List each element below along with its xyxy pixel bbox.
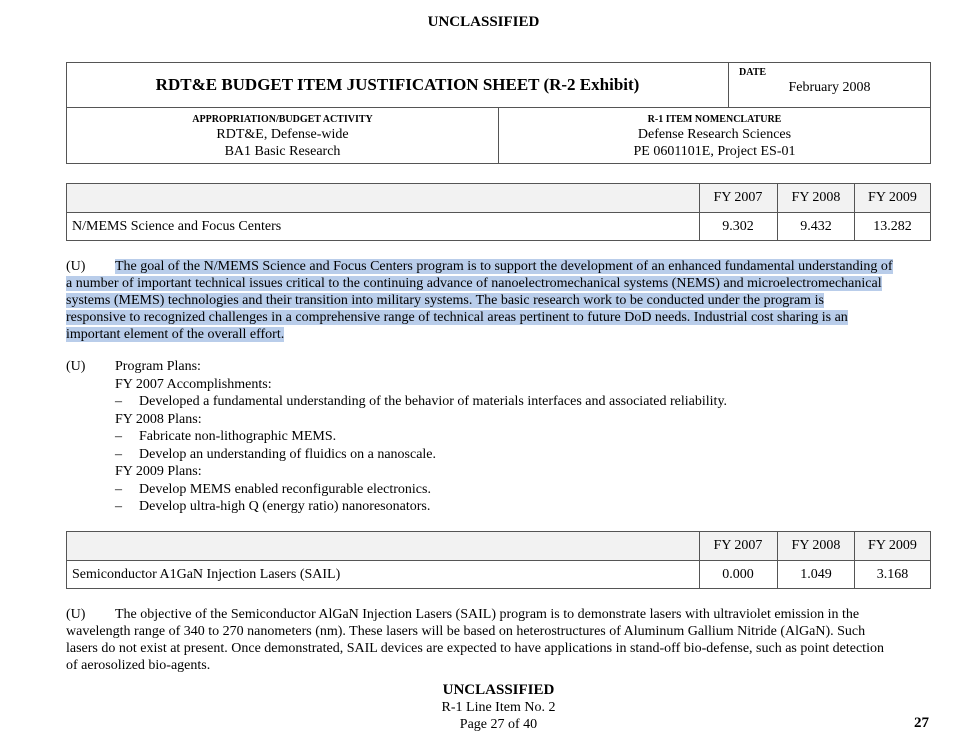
funding-table-sail (66, 531, 931, 589)
fy2009-value: 13.282 (873, 219, 912, 234)
date-value: February 2008 (788, 80, 871, 95)
fy2007-header: FY 2007 (713, 190, 763, 205)
page-number: 27 (914, 715, 929, 731)
line-item: R-1 Line Item No. 2 (441, 700, 556, 715)
appropriation-label: APPROPRIATION/BUDGET ACTIVITY (192, 114, 373, 125)
unclassified-marker: (U) (66, 359, 86, 374)
plans-item: – Develop MEMS enabled reconfigurable electronics. (115, 481, 431, 497)
fy2008-column (777, 184, 854, 240)
date-cell (729, 63, 930, 108)
fy2009-column (854, 532, 930, 588)
fy2009-column (854, 184, 930, 240)
plans-item: – Fabricate non-lithographic MEMS. (115, 429, 337, 444)
description-line[interactable]: responsive to recognized challenges in a comprehensive range of technical areas pertinent to future DoD needs. Industrial cost sharing is an (66, 310, 848, 325)
unclassified-marker: (U) (66, 607, 86, 622)
program-name: N/MEMS Science and Focus Centers (72, 219, 282, 234)
fy2007-value: 0.000 (722, 567, 754, 582)
fy2008-header: FY 2008 (791, 538, 841, 553)
sail-description (66, 606, 936, 674)
sheet-title: RDT&E BUDGET ITEM JUSTIFICATION SHEET (R-2 Exhibit) (67, 63, 729, 108)
description-line: wavelength range of 340 to 270 nanometers (nm). These lasers will be based on heterostructures of Aluminum Gallium Nitride (AlGaN). Such (66, 624, 866, 639)
description-line[interactable]: systems (MEMS) technologies and their transition into military systems. The basic research work to be conducted under the program is (66, 293, 824, 308)
appropriation-cell (67, 108, 499, 163)
plans-item: – Develop an understanding of fluidics on a nanoscale. (115, 446, 437, 462)
nmems-description (66, 258, 936, 343)
plans-item: – Developed a fundamental understanding of the behavior of materials interfaces and associated reliability. (115, 394, 728, 409)
nomenclature-line1: Defense Research Sciences (637, 127, 792, 142)
nomenclature-cell (499, 108, 930, 163)
header-box (66, 62, 931, 164)
page-indicator: Page 27 of 40 (459, 717, 538, 732)
appropriation-line2: BA1 Basic Research (224, 144, 341, 159)
classification-bottom: UNCLASSIFIED (442, 682, 555, 698)
description-line: of aerosolized bio-agents. (66, 658, 211, 673)
plans-heading: FY 2008 Plans: (115, 411, 202, 427)
description-line[interactable]: The goal of the N/MEMS Science and Focus Centers program is to support the development of an enhanced fundamental understanding of (115, 259, 893, 274)
plans-heading: FY 2009 Plans: (115, 464, 202, 479)
fy2008-header: FY 2008 (791, 190, 841, 205)
description-line[interactable]: a number of important technical issues critical to the continuing advance of nanoelectromechanical systems (NEMS) and microelectromechanical (66, 276, 882, 291)
fy2008-column (777, 532, 854, 588)
classification-top: UNCLASSIFIED (427, 14, 540, 30)
fy2007-header: FY 2007 (713, 538, 763, 553)
funding-table-nmems (66, 183, 931, 241)
description-line[interactable]: important element of the overall effort. (66, 327, 285, 342)
fy2008-value: 1.049 (800, 567, 832, 582)
program-name: Semiconductor A1GaN Injection Lasers (SAIL) (72, 567, 341, 582)
date-label: DATE (739, 67, 767, 78)
fy2008-value: 9.432 (800, 219, 832, 234)
plans-title: Program Plans: (115, 359, 201, 374)
fy2009-header: FY 2009 (868, 190, 917, 205)
fy2009-value: 3.168 (876, 567, 909, 582)
fy2007-column (699, 184, 777, 240)
nomenclature-label: R-1 ITEM NOMENCLATURE (647, 114, 782, 125)
plans-item: – Develop ultra-high Q (energy ratio) nanoresonators. (115, 499, 431, 514)
description-line: lasers do not exist at present. Once demonstrated, SAIL devices are expected to have applications in stand-off bio-defense, such as point detection (66, 641, 884, 656)
fy2009-header: FY 2009 (868, 538, 917, 553)
fy2007-value: 9.302 (722, 219, 754, 234)
unclassified-marker: (U) (66, 259, 86, 274)
appropriation-line1: RDT&E, Defense-wide (216, 127, 349, 142)
description-line: The objective of the Semiconductor AlGaN Injection Lasers (SAIL) program is to demonstrate lasers with ultraviolet emission in the (115, 607, 860, 622)
program-plans (66, 358, 926, 516)
nomenclature-line2: PE 0601101E, Project ES-01 (633, 144, 796, 159)
fy2007-column (699, 532, 777, 588)
plans-heading: FY 2007 Accomplishments: (115, 376, 272, 392)
